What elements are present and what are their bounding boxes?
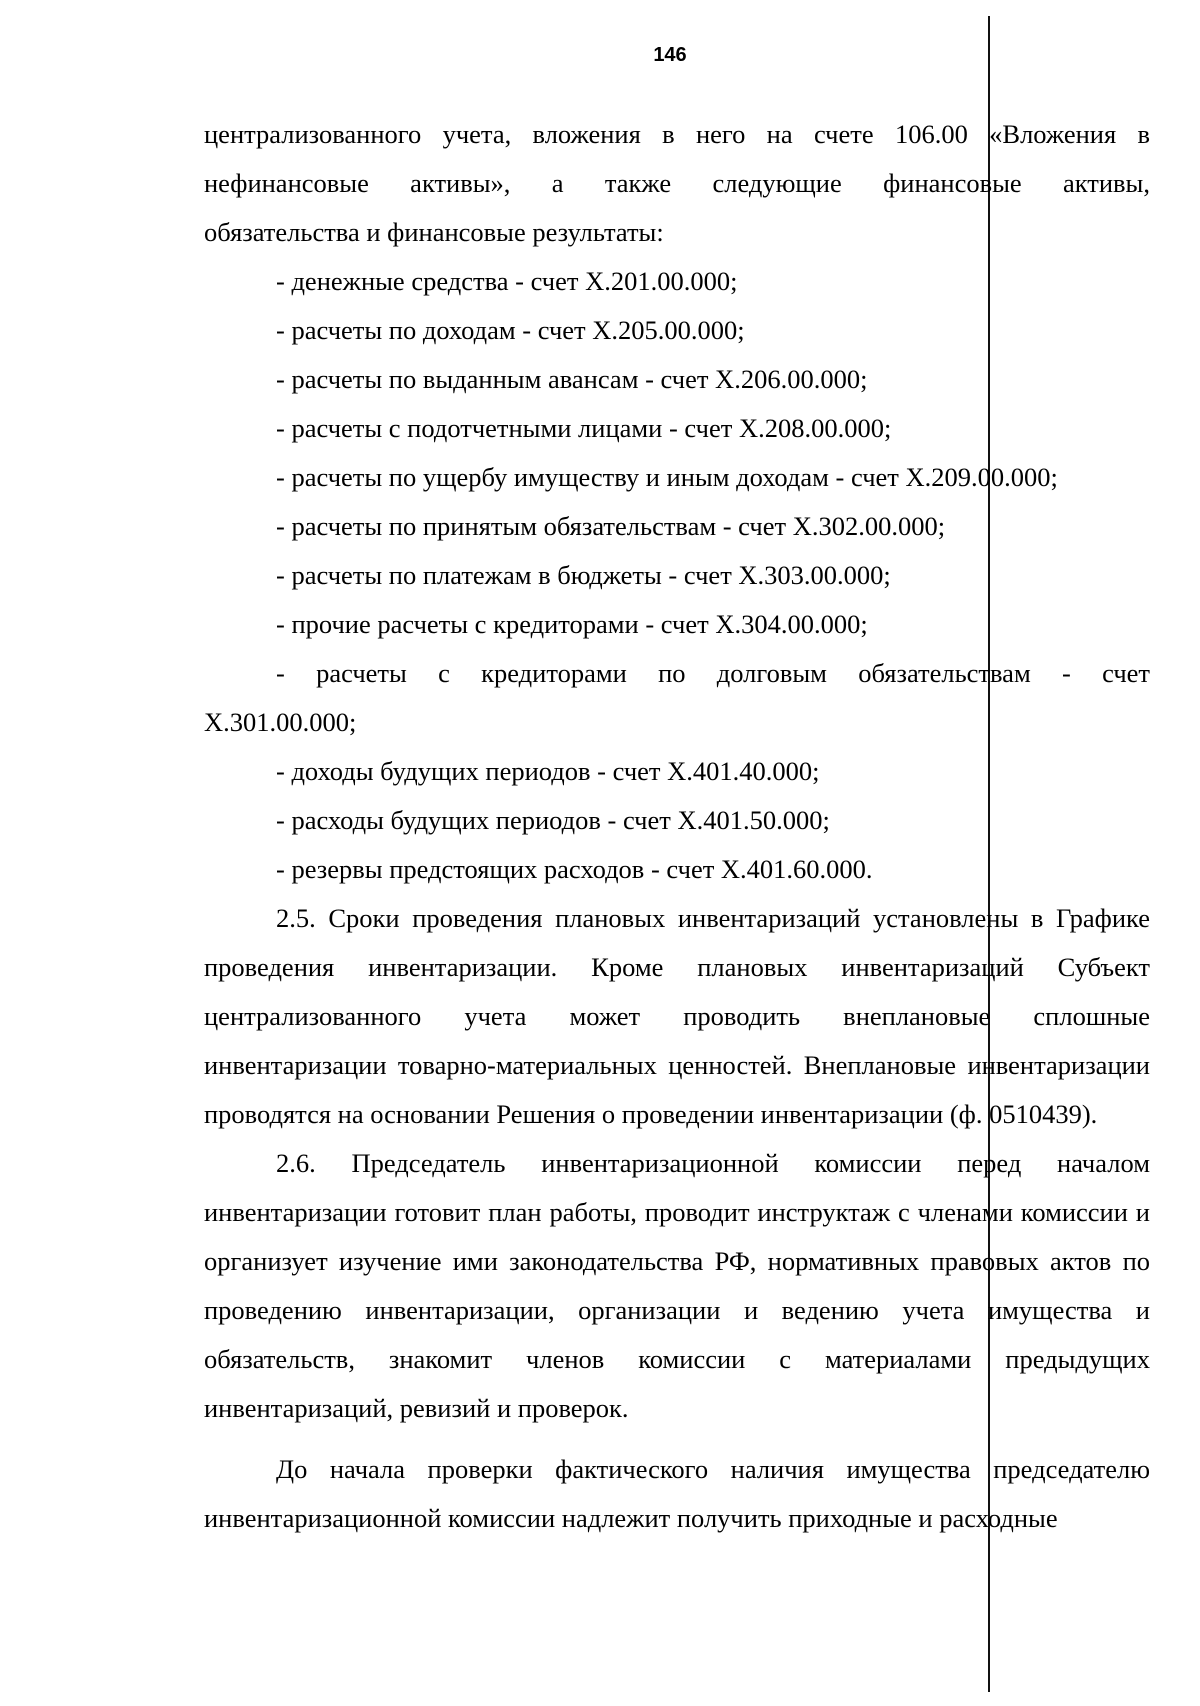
document-body [204, 110, 1150, 1543]
list-item: - расчеты с подотчетными лицами - счет Х.208.00.000; [276, 413, 892, 443]
closing-paragraph: До начала проверки фактического наличия имущества председателю инвентаризационной комиссии надлежит получить приходные и расходные [204, 1454, 1150, 1533]
list-item: - расчеты по доходам - счет Х.205.00.000; [276, 315, 745, 345]
account-list [204, 257, 1150, 894]
list-item-wrapped [204, 649, 1150, 747]
intro-line-1: централизованного учета, вложения в него на счете 106.00 «Вложения в [204, 119, 1150, 149]
list-item: - денежные средства - счет Х.201.00.000; [276, 266, 738, 296]
list-item: - доходы будущих периодов - счет Х.401.40.000; [276, 756, 820, 786]
section-2-5-paragraph: 2.5. Сроки проведения плановых инвентаризаций установлены в Графике проведения инвентаризации. Кроме плановых инвентаризаций Субъект централизованного учета может проводить внеплановые сплошные инвентаризации товарно-материальных ценностей. Внеплановые инвентаризации проводятся на основании Решения о проведении инвентаризации (ф. 0510439). [204, 903, 1150, 1129]
intro-line-3: обязательства и финансовые результаты: [204, 217, 664, 247]
list-item: - расчеты по ущербу имуществу и иным доходам - счет Х.209.00.000; [276, 462, 1058, 492]
list-item: - расчеты по выданным авансам - счет Х.206.00.000; [276, 364, 868, 394]
section-2-6-paragraph: 2.6. Председатель инвентаризационной комиссии перед началом инвентаризации готовит план работы, проводит инструктаж с членами комиссии и организует изучение ими законодательства РФ, нормативных правовых актов по проведению инвентаризации, организации и ведению учета имущества и обязательств, знакомит членов комиссии с материалами предыдущих инвентаризаций, ревизий и проверок. [204, 1148, 1150, 1423]
list-item: - расчеты по платежам в бюджеты - счет Х.303.00.000; [276, 560, 891, 590]
intro-paragraph [204, 110, 1150, 257]
list-item: - прочие расчеты с кредиторами - счет Х.304.00.000; [276, 609, 868, 639]
list-item-line-2: Х.301.00.000; [204, 707, 357, 737]
list-item: - расчеты по принятым обязательствам - счет Х.302.00.000; [276, 511, 946, 541]
list-item-line-1: - расчеты с кредиторами по долговым обязательствам - счет [276, 658, 1150, 688]
intro-line-2: нефинансовые активы», а также следующие финансовые активы, [204, 168, 1150, 198]
list-item: - расходы будущих периодов - счет Х.401.50.000; [276, 805, 830, 835]
page-number: 146 [653, 44, 687, 66]
list-item: - резервы предстоящих расходов - счет Х.401.60.000. [276, 854, 873, 884]
